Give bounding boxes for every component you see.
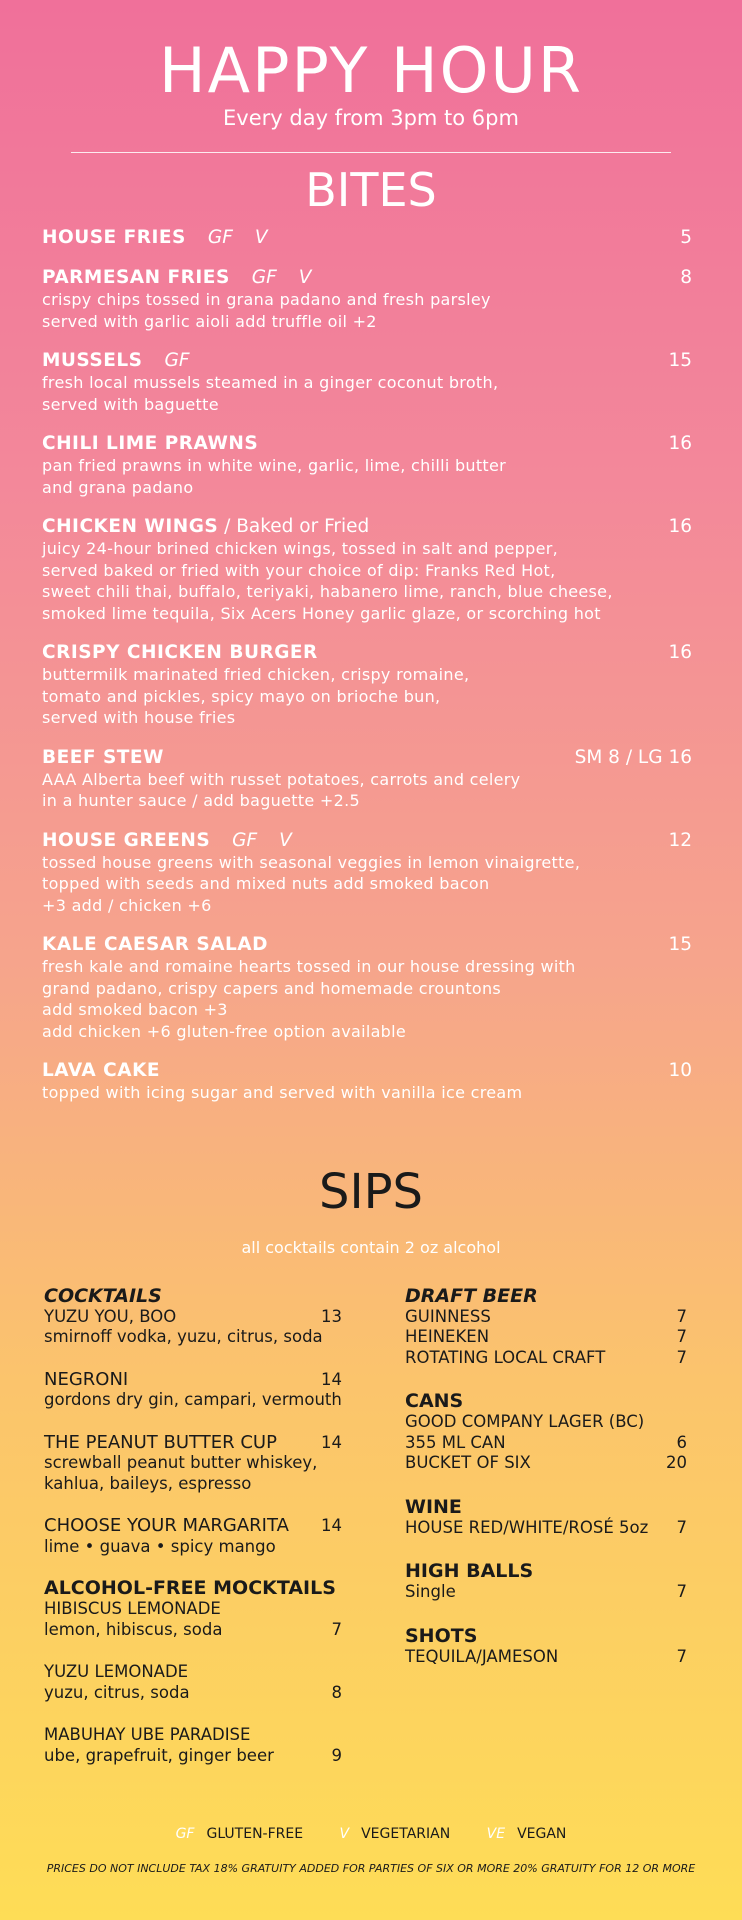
- draft-row: [405, 1327, 687, 1348]
- draft-name: HEINEKEN: [405, 1327, 490, 1346]
- menu-item-title: [42, 267, 311, 289]
- menu-item-desc: sweet chili thai, buffalo, teriyaki, habanero lime, ranch, blue cheese,: [42, 582, 613, 601]
- cocktail-item: [44, 1307, 364, 1348]
- menu-item-price: 10: [668, 1060, 692, 1081]
- cocktail-name: NEGRONI: [44, 1368, 129, 1390]
- menu-item: [42, 1060, 692, 1104]
- mocktail-price: 8: [331, 1682, 342, 1702]
- menu-item-title: [42, 1060, 160, 1082]
- highballs-row: [405, 1582, 687, 1603]
- dietary-tag: GF: [207, 227, 233, 248]
- cans-heading: CANS: [405, 1390, 464, 1412]
- cocktail-row: [44, 1516, 364, 1537]
- cocktail-item: [44, 1433, 364, 1495]
- cans-group: [405, 1390, 687, 1474]
- sips-right-column: [405, 1285, 687, 1789]
- wine-group: [405, 1496, 687, 1539]
- sips-left-column: [44, 1285, 364, 1789]
- menu-item-desc: served baked or fried with your choice of dip: Franks Red Hot,: [42, 560, 556, 580]
- draft-name: ROTATING LOCAL CRAFT: [405, 1347, 606, 1367]
- menu-item-price: 16: [668, 516, 692, 537]
- menu-item-header: [42, 934, 692, 956]
- cans-list: [405, 1433, 687, 1474]
- menu-item-name: MUSSELS: [42, 350, 143, 371]
- menu-item-desc: smoked lime tequila, Six Acers Honey garlic glaze, or scorching hot: [42, 603, 601, 623]
- page-subtitle: Every day from 3pm to 6pm: [223, 106, 519, 130]
- shots-heading: SHOTS: [405, 1624, 478, 1647]
- menu-item-title: [42, 227, 268, 249]
- menu-item-price: 15: [668, 350, 692, 371]
- menu-item-desc: served with baguette: [42, 394, 219, 414]
- cocktail-row: [44, 1433, 364, 1454]
- menu-item-header: [42, 227, 692, 249]
- menu-item-desc: crispy chips tossed in grana padano and fresh parsley: [42, 290, 491, 309]
- menu-item: [42, 227, 692, 249]
- cocktail-price: 14: [321, 1369, 342, 1389]
- menu-item-desc: served with garlic aioli add truffle oil +2: [42, 311, 377, 331]
- shots-group: [405, 1625, 687, 1668]
- wine-row: [405, 1518, 687, 1539]
- highballs-group: [405, 1560, 687, 1603]
- menu-item-desc: topped with icing sugar and served with vanilla ice cream: [42, 1083, 523, 1102]
- menu-item-name: BEEF STEW: [42, 746, 164, 768]
- draft-heading: DRAFT BEER: [405, 1284, 538, 1307]
- sips-subtitle: all cocktails contain 2 oz alcohol: [241, 1237, 501, 1257]
- mocktail-price: 9: [331, 1745, 342, 1765]
- menu-item-title: [42, 934, 268, 956]
- menu-item-desc: add chicken +6 gluten-free option available: [42, 1021, 407, 1041]
- can-row: [405, 1453, 687, 1474]
- shots-name: TEQUILA/JAMESON: [405, 1646, 559, 1666]
- draft-row: [405, 1307, 687, 1328]
- cocktail-name: YUZU YOU, BOO: [44, 1306, 177, 1326]
- menu-item-price: 16: [668, 433, 692, 454]
- menu-item-title: [42, 747, 164, 769]
- mocktail-item: [44, 1662, 364, 1703]
- draft-group: [405, 1285, 687, 1369]
- dietary-tag: V: [298, 267, 312, 288]
- menu-item-desc: grand padano, crispy capers and homemade crountons: [42, 978, 502, 998]
- legend-gf: GF GLUTEN-FREE: [175, 1826, 304, 1842]
- menu-item-header: [42, 267, 692, 289]
- mocktail-desc: yuzu, citrus, soda: [44, 1682, 190, 1702]
- cocktail-desc: lime • guava • spicy mango: [44, 1536, 276, 1556]
- menu-item-price: 16: [668, 642, 692, 663]
- mocktails-heading: ALCOHOL-FREE MOCKTAILS: [44, 1577, 336, 1599]
- menu-item-title: [42, 642, 318, 664]
- cocktails-heading: COCKTAILS: [44, 1284, 162, 1307]
- mocktail-desc: lemon, hibiscus, soda: [44, 1619, 223, 1639]
- menu-item-desc: buttermilk marinated fried chicken, crispy romaine,: [42, 665, 470, 684]
- mocktail-name: YUZU LEMONADE: [44, 1662, 189, 1681]
- cocktail-list: [44, 1307, 364, 1558]
- menu-item-header: [42, 642, 692, 664]
- menu-item-desc: tossed house greens with seasonal veggies in lemon vinaigrette,: [42, 852, 581, 872]
- draft-price: 7: [676, 1327, 687, 1346]
- cocktail-row: [44, 1307, 364, 1328]
- highballs-heading: HIGH BALLS: [405, 1560, 534, 1582]
- footer-note: PRICES DO NOT INCLUDE TAX 18% GRATUITY ADDED FOR PARTIES OF SIX OR MORE 20% GRATUITY FOR 12 OR MORE: [46, 1862, 696, 1875]
- menu-item-price: SM 8 / LG 16: [574, 746, 692, 768]
- dietary-tag: GF: [232, 829, 258, 851]
- menu-item-desc: pan fried prawns in white wine, garlic, lime, chilli butter: [42, 456, 507, 475]
- highballs-price: 7: [676, 1582, 687, 1601]
- cocktail-item: [44, 1370, 364, 1411]
- menu-item-header: [42, 516, 692, 538]
- cocktail-desc: kahlua, baileys, espresso: [44, 1473, 252, 1493]
- cocktail-name: CHOOSE YOUR MARGARITA: [44, 1515, 289, 1536]
- draft-name: GUINNESS: [405, 1306, 491, 1326]
- mocktail-item: [44, 1725, 364, 1766]
- dietary-tag: V: [279, 829, 292, 851]
- menu-item-name: HOUSE GREENS: [42, 829, 211, 851]
- sips-title: SIPS: [318, 1163, 424, 1220]
- menu-item: [42, 516, 692, 624]
- draft-list: [405, 1307, 687, 1369]
- menu-item-header: [42, 350, 692, 372]
- menu-item-name: CHICKEN WINGS: [42, 516, 219, 537]
- can-price: 6: [676, 1432, 687, 1452]
- menu-item-desc: AAA Alberta beef with russet potatoes, carrots and celery: [42, 769, 521, 789]
- cocktail-name: THE PEANUT BUTTER CUP: [44, 1431, 277, 1453]
- mocktail-row: [44, 1746, 364, 1767]
- menu-item-header: [42, 830, 692, 852]
- legend-v: V VEGETARIAN: [339, 1826, 451, 1842]
- can-row: [405, 1433, 687, 1454]
- wine-price: 7: [676, 1517, 687, 1537]
- mocktail-item: [44, 1599, 364, 1640]
- menu-item-desc: +3 add / chicken +6: [42, 895, 212, 915]
- can-name: BUCKET OF SIX: [405, 1453, 531, 1472]
- mocktail-list: [44, 1599, 364, 1766]
- can-price: 20: [666, 1453, 687, 1472]
- menu-item-header: [42, 433, 692, 455]
- mocktail-name: HIBISCUS LEMONADE: [44, 1599, 221, 1618]
- mocktail-name: MABUHAY UBE PARADISE: [44, 1725, 251, 1744]
- menu-item-title: [42, 516, 369, 538]
- wine-heading: WINE: [405, 1495, 462, 1518]
- shots-price: 7: [676, 1646, 687, 1666]
- menu-item-note: / Baked or Fried: [218, 516, 370, 537]
- wine-name: HOUSE RED/WHITE/ROSÉ 5oz: [405, 1517, 649, 1537]
- mocktail-price: 7: [331, 1619, 342, 1639]
- menu-item: [42, 267, 692, 332]
- menu-item-desc: served with house fries: [42, 708, 236, 727]
- menu-item-title: [42, 433, 258, 455]
- dietary-legend: [0, 1826, 742, 1842]
- menu-item-name: LAVA CAKE: [42, 1060, 161, 1081]
- dietary-tag: GF: [164, 350, 190, 371]
- menu-item-desc: in a hunter sauce / add baguette +2.5: [42, 791, 360, 810]
- dietary-tag: V: [254, 227, 268, 248]
- highballs-name: Single: [405, 1582, 456, 1601]
- legend-ve: VE VEGAN: [486, 1826, 567, 1842]
- menu-item-price: 8: [680, 267, 692, 288]
- menu-item-desc: add smoked bacon +3: [42, 1000, 228, 1019]
- page-title: HAPPY HOUR: [159, 34, 583, 107]
- cocktail-desc: smirnoff vodka, yuzu, citrus, soda: [44, 1327, 323, 1346]
- bites-title: BITES: [305, 163, 437, 217]
- menu-item-price: 15: [668, 934, 692, 955]
- menu-item-name: KALE CAESAR SALAD: [42, 934, 268, 955]
- menu-item-desc: juicy 24-hour brined chicken wings, tossed in salt and pepper,: [42, 539, 558, 558]
- draft-price: 7: [676, 1347, 687, 1367]
- menu-item: [42, 350, 692, 415]
- mocktail-row: [44, 1620, 364, 1641]
- cocktail-price: 14: [321, 1432, 342, 1452]
- menu-item-header: [42, 1060, 692, 1082]
- draft-price: 7: [676, 1306, 687, 1326]
- menu-item: [42, 830, 692, 917]
- cocktail-price: 14: [321, 1516, 342, 1535]
- cocktail-row: [44, 1370, 364, 1391]
- cans-brand: GOOD COMPANY LAGER (BC): [405, 1412, 645, 1431]
- menu-item-desc: topped with seeds and mixed nuts add smoked bacon: [42, 874, 490, 893]
- cocktail-desc: gordons dry gin, campari, vermouth: [44, 1390, 342, 1409]
- can-name: 355 ML CAN: [405, 1432, 506, 1452]
- menu-item-price: 5: [680, 227, 692, 248]
- mocktail-row: [44, 1683, 364, 1704]
- cocktail-desc: screwball peanut butter whiskey,: [44, 1453, 318, 1472]
- menu-item: [42, 433, 692, 498]
- shots-row: [405, 1647, 687, 1668]
- menu-item: [42, 934, 692, 1042]
- menu-item-name: PARMESAN FRIES: [42, 267, 230, 288]
- mocktail-desc: ube, grapefruit, ginger beer: [44, 1745, 274, 1765]
- menu-item-name: HOUSE FRIES: [42, 227, 186, 248]
- menu-item: [42, 747, 692, 812]
- draft-row: [405, 1348, 687, 1369]
- header: [0, 0, 742, 153]
- menu-item-desc: fresh local mussels steamed in a ginger coconut broth,: [42, 373, 499, 392]
- divider: [71, 152, 671, 153]
- cocktail-price: 13: [321, 1306, 342, 1326]
- bites-list: [42, 227, 692, 1104]
- menu-item-name: CHILI LIME PRAWNS: [42, 433, 259, 454]
- menu-item-header: [42, 747, 692, 769]
- menu-item-title: [42, 350, 189, 372]
- sips-columns: [0, 1285, 742, 1789]
- menu-item-price: 12: [668, 829, 692, 851]
- menu-item-title: [42, 830, 292, 852]
- menu-item-desc: and grana padano: [42, 477, 194, 497]
- menu-item-name: CRISPY CHICKEN BURGER: [42, 642, 318, 663]
- menu-item: [42, 642, 692, 729]
- cocktail-item: [44, 1516, 364, 1557]
- menu-item-desc: tomato and pickles, spicy mayo on brioche bun,: [42, 686, 441, 706]
- menu-item-desc: fresh kale and romaine hearts tossed in our house dressing with: [42, 957, 576, 976]
- dietary-tag: GF: [251, 267, 277, 288]
